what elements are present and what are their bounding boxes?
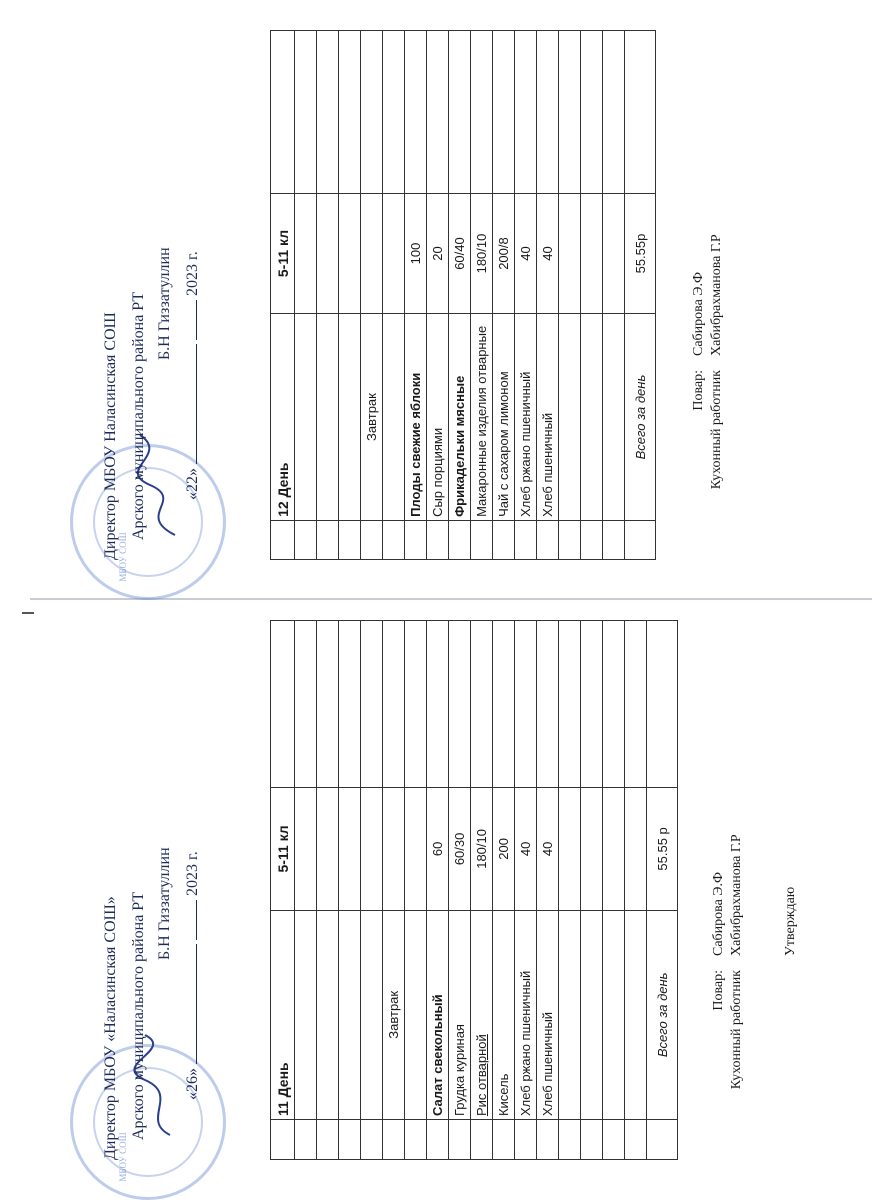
- kitchen-worker-name: Хабибрахманова Г.Р: [729, 834, 744, 956]
- dish-portion: 40: [537, 193, 559, 313]
- staff-block-top: [690, 234, 726, 520]
- dish-name: Салат свекольный: [427, 910, 449, 1119]
- grade-label: 5-11 кл: [271, 193, 295, 313]
- dish-portion: 200: [493, 788, 515, 910]
- meal-label: Завтрак: [383, 910, 405, 1119]
- staff-block-bottom: [710, 834, 800, 1120]
- director-name: Б.Н Гиззатуллин: [156, 847, 173, 960]
- dish-name: Плоды свежие яблоки: [405, 314, 427, 521]
- dish-portion: 40: [515, 193, 537, 313]
- day-label: 12 День: [271, 314, 295, 521]
- meal-label: Завтрак: [361, 314, 383, 521]
- dish-name: Кисель: [493, 910, 515, 1119]
- dish-portion: 180/10: [471, 788, 493, 910]
- dish-name: Рис отварной: [471, 910, 493, 1119]
- dish-name: Хлеб ржано пшеничный: [515, 910, 537, 1119]
- dish-name: Хлеб ржано пшеничный: [515, 314, 537, 521]
- scan-edge-mark: [22, 612, 34, 614]
- cook-label: Повар:: [691, 370, 706, 411]
- dish-portion: 40: [515, 788, 537, 910]
- dish-portion: 60/30: [449, 788, 471, 910]
- kitchen-worker-name: Хабибрахманова Г.Р: [709, 234, 724, 356]
- dish-portion: 60/40: [449, 193, 471, 313]
- dish-name: Хлеб пшеничный: [537, 910, 559, 1119]
- menu-table-day-11: [270, 620, 678, 1160]
- district-line: Арского муниципального района РТ: [130, 291, 147, 540]
- grade-label: 5-11 кл: [271, 788, 295, 910]
- approval-block-top: [90, 30, 240, 582]
- dish-portion: 20: [427, 193, 449, 313]
- dish-portion: 180/10: [471, 193, 493, 313]
- director-title: Директор МБОУ «Наласинская СОШ»: [102, 896, 119, 1160]
- dish-name: Фрикадельки мясные: [449, 314, 471, 521]
- cook-name: Сабирова Э.Ф: [691, 271, 706, 356]
- total-value: 55.55 р: [647, 788, 678, 910]
- day-label: 11 День: [271, 910, 295, 1119]
- total-value: 55.55р: [625, 193, 656, 313]
- dish-portion: 100: [405, 193, 427, 313]
- dish-portion: 40: [537, 788, 559, 910]
- menu-sheet-day-11: [90, 620, 798, 1182]
- district-line: Арского муниципального района РТ: [130, 891, 147, 1140]
- approval-block-bottom: [90, 620, 240, 1182]
- cook-label: Повар:: [711, 970, 726, 1011]
- official-seal-icon: МБОУ СОШ: [70, 1044, 226, 1200]
- kitchen-worker-label: Кухонный работник: [709, 370, 724, 490]
- dish-name: Макаронные изделия отварные: [471, 314, 493, 521]
- dish-name: Хлеб пшеничный: [537, 314, 559, 521]
- kitchen-worker-label: Кухонный работник: [729, 970, 744, 1090]
- director-name: Б.Н Гиззатуллин: [156, 247, 173, 360]
- menu-sheet-day-12: [90, 30, 724, 582]
- dish-portion: 60: [427, 788, 449, 910]
- menu-table-day-12: [270, 30, 656, 560]
- total-label: Всего за день: [647, 910, 678, 1119]
- approval-date: «22»2023 г.: [184, 251, 201, 500]
- dish-name: Чай с сахаром лимоном: [493, 314, 515, 521]
- approve-label: Утверждаю: [783, 886, 798, 956]
- approval-date: «26»2023 г.: [184, 851, 201, 1100]
- dish-name: Сыр порциями: [427, 314, 449, 521]
- dish-portion: 200/8: [493, 193, 515, 313]
- cook-name: Сабирова Э.Ф: [711, 871, 726, 956]
- director-title: Директор МБОУ Наласинская СОШ: [102, 312, 119, 560]
- official-seal-icon: МБОУ СОШ: [70, 444, 226, 600]
- total-label: Всего за день: [625, 314, 656, 521]
- dish-name: Грудка куриная: [449, 910, 471, 1119]
